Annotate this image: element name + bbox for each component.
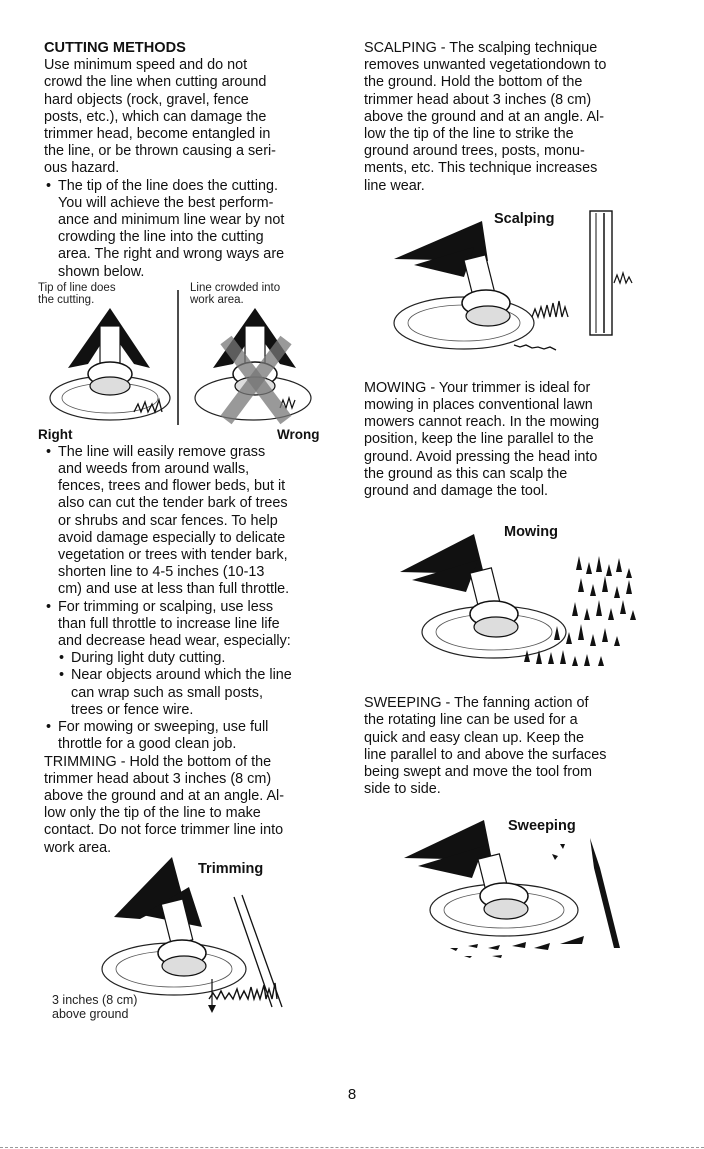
scalping-figure	[364, 195, 654, 380]
text-line: throttle for a good clean job.	[58, 736, 237, 753]
note-line: 3 inches (8 cm)	[52, 992, 138, 1007]
text-line: vegetation or trees with tender bark,	[58, 547, 288, 564]
text-line: fences, trees and flower beds, but it	[58, 478, 286, 495]
trimmer-head-icon	[400, 534, 566, 658]
text-line: ground around trees, posts, monu-	[364, 143, 585, 160]
subbullet-light-duty	[44, 650, 344, 667]
mowing-illustration	[364, 500, 654, 690]
text-line: the rotating line can be used for a	[364, 712, 578, 729]
bullet-tip-of-line	[44, 178, 344, 281]
text-line: side to side.	[364, 781, 441, 798]
text-line: cm) and use at less than full throttle.	[58, 581, 290, 598]
text-line: the ground. Hold the bottom of the	[364, 74, 583, 91]
text-line: crowd the line when cutting around	[44, 74, 267, 91]
text-line: shown below.	[58, 263, 145, 280]
text-line: above the ground and at an angle. Al-	[364, 108, 605, 125]
text-line: ous hazard.	[44, 160, 120, 177]
mowing-figure	[364, 500, 654, 695]
text-line: • Near objects around which the line	[71, 667, 292, 684]
text-line: ground. Avoid pressing the head into	[364, 448, 598, 465]
trimmer-head-icon	[404, 820, 578, 936]
text-line: hard objects (rock, gravel, fence	[44, 91, 249, 108]
text-line: MOWING - Your trimmer is ideal for	[364, 379, 591, 396]
text-line: • The line will easily remove grass	[58, 443, 266, 460]
right-column	[364, 40, 664, 968]
scalping-illustration	[364, 195, 654, 375]
text-line: ments, etc. This technique increases	[364, 160, 598, 177]
text-line: avoid damage especially to delicate	[58, 529, 286, 546]
trimmer-head-icon	[195, 308, 311, 420]
text-line: line wear.	[364, 177, 425, 194]
text-line: posts, etc.), which can damage the	[44, 108, 267, 125]
text-line: Use minimum speed and do not	[44, 57, 248, 74]
page-number: 8	[347, 1086, 357, 1103]
text-line: or shrubs and scar fences. To help	[58, 512, 278, 529]
text-line: shorten line to 4-5 inches (10-13	[58, 564, 265, 581]
bullet-less-throttle	[44, 599, 344, 651]
text-line: trimmer head about 3 inches (8 cm)	[364, 91, 592, 108]
text-line: position, keep the line parallel to the	[364, 431, 594, 448]
mowing-paragraph	[364, 380, 664, 500]
trimming-paragraph	[44, 754, 344, 857]
right-wrong-illustration	[38, 290, 328, 440]
note-line: above ground	[52, 1006, 129, 1021]
sweeping-paragraph	[364, 695, 664, 798]
text-line: low the tip of the line to strike the	[364, 126, 574, 143]
post-icon	[590, 211, 612, 335]
text-line: removes unwanted vegetationdown to	[364, 57, 607, 74]
caption-line: Tip of line does	[38, 281, 116, 294]
trimming-height-note	[52, 993, 137, 1021]
text-line: being swept and move the tool from	[364, 764, 592, 781]
text-line: area. The right and wrong ways are	[58, 246, 285, 263]
bullet-full-throttle	[44, 719, 344, 753]
text-line: and weeds from around walls,	[58, 461, 250, 478]
text-line: SCALPING - The scalping technique	[364, 40, 598, 56]
scalping-paragraph	[364, 40, 664, 195]
wrong-label: Wrong	[277, 426, 320, 442]
text-line: than full throttle to increase line life	[58, 615, 280, 632]
text-line: TRIMMING - Hold the bottom of the	[44, 753, 272, 770]
text-line: can wrap such as small posts,	[71, 684, 263, 701]
text-line: the line, or be thrown causing a seri-	[44, 143, 276, 160]
grass-icon	[524, 556, 636, 666]
bullet-remove-grass	[44, 444, 344, 599]
right-label: Right	[38, 426, 73, 442]
post-icon	[234, 895, 282, 1007]
text-line: • For mowing or sweeping, use full	[58, 719, 269, 736]
text-line: mowing in places conventional lawn	[364, 397, 593, 414]
text-line: trimmer head about 3 inches (8 cm)	[44, 770, 272, 787]
right-wrong-figure	[38, 281, 334, 442]
text-line: above the ground and at an angle. Al-	[44, 787, 285, 804]
trimmer-head-icon	[50, 308, 170, 420]
text-line: trees or fence wire.	[71, 701, 194, 718]
text-line: low only the tip of the line to make	[44, 805, 261, 822]
text-line: ground and damage the tool.	[364, 483, 549, 500]
text-line: trimmer head, become entangled in	[44, 126, 271, 143]
text-line: mowers cannot reach. In the mowing	[364, 414, 600, 431]
text-line: crowding the line into the cutting	[58, 229, 264, 246]
sweeping-title: Sweeping	[508, 818, 576, 835]
caption-line: work area.	[190, 294, 244, 307]
scalping-title: Scalping	[494, 210, 555, 227]
text-line: and decrease head wear, especially:	[58, 633, 291, 650]
text-line: • The tip of the line does the cutting.	[58, 177, 278, 194]
trimmer-head-icon	[102, 857, 246, 995]
sweeping-illustration	[364, 798, 654, 968]
intro-paragraph	[44, 57, 344, 177]
mowing-title: Mowing	[504, 524, 558, 541]
text-line: work area.	[44, 839, 112, 856]
text-line: the ground as this can scalp the	[364, 465, 568, 482]
text-line: SWEEPING - The fanning action of	[364, 695, 589, 712]
caption-line: the cutting.	[38, 294, 95, 307]
section-heading: CUTTING METHODS	[44, 40, 186, 56]
trimmer-head-icon	[394, 221, 534, 349]
left-column	[38, 40, 344, 1027]
sweeping-figure	[364, 798, 654, 968]
caption-line: Line crowded into	[190, 281, 281, 294]
text-line: ance and minimum line wear by not	[58, 212, 285, 229]
text-line: You will achieve the best perform-	[58, 194, 274, 211]
text-line: also can cut the tender bark of trees	[58, 495, 288, 512]
text-line: • For trimming or scalping, use less	[58, 598, 274, 615]
subbullet-near-objects	[44, 667, 344, 719]
trimming-title: Trimming	[198, 860, 264, 877]
page-bottom-rule	[0, 1147, 704, 1148]
text-line: quick and easy clean up. Keep the	[364, 729, 585, 746]
text-line: • During light duty cutting.	[71, 650, 226, 667]
text-line: contact. Do not force trimmer line into	[44, 822, 284, 839]
text-line: line parallel to and above the surfaces	[364, 746, 607, 763]
trimming-figure	[44, 857, 334, 1027]
